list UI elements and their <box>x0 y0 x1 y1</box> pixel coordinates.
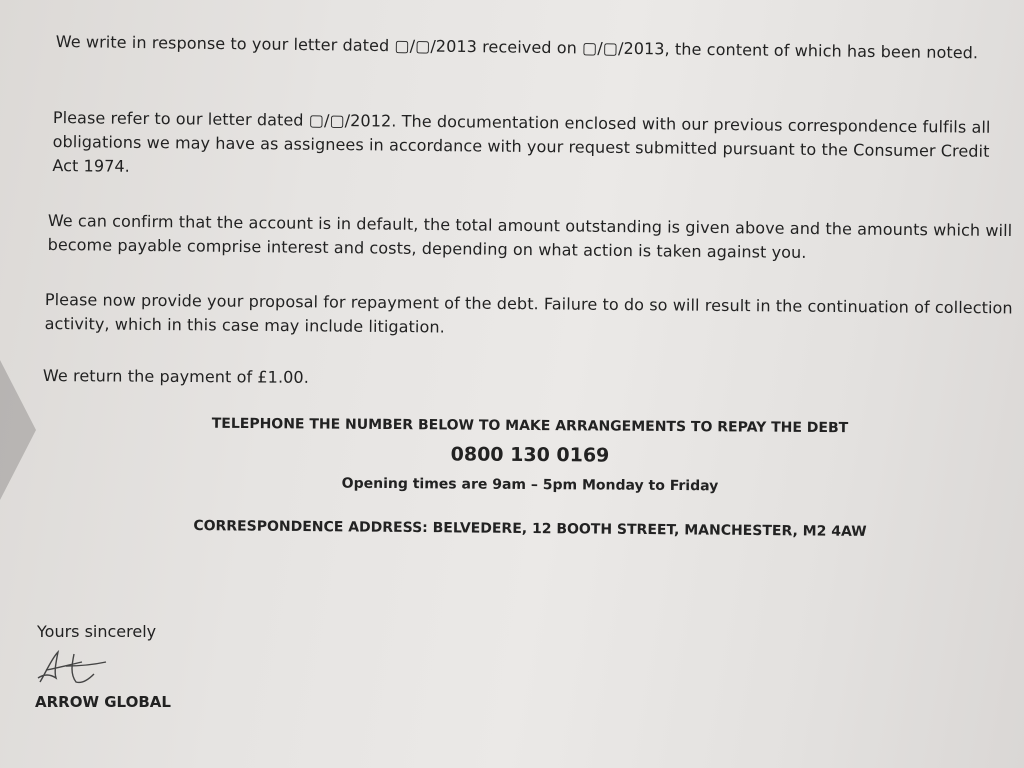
closing-salutation: Yours sincerely <box>37 622 157 641</box>
opening-times: Opening times are 9am – 5pm Monday to Friday <box>341 475 719 495</box>
correspondence-address: CORRESPONDENCE ADDRESS: BELVEDERE, 12 BOOTH STREET, MANCHESTER, M2 4AW <box>193 518 867 540</box>
paragraph-response: We write in response to your letter dated ▢/▢/2013 received on ▢/▢/2013, the content of which has been noted. <box>55 31 979 63</box>
page-fold-shadow <box>0 360 36 500</box>
paragraph-documentation: Please refer to our letter dated ▢/▢/2012. The documentation enclosed with our previous correspondence fulfils all obligations we may have as assignees in accordance with your request submitted pursuant to the Consumer Credit Act 1974. <box>52 107 991 176</box>
paragraph-default: We can confirm that the account is in default, the total amount outstanding is given above and the amounts which will become payable comprise interest and costs, depending on what action is taken against you. <box>47 210 1013 262</box>
phone-number: 0800 130 0169 <box>450 443 610 467</box>
signature-icon <box>32 648 116 688</box>
company-name: ARROW GLOBAL <box>35 693 171 711</box>
paragraph-payment-return: We return the payment of £1.00. <box>42 365 310 387</box>
telephone-heading: TELEPHONE THE NUMBER BELOW TO MAKE ARRANGEMENTS TO REPAY THE DEBT <box>211 415 849 437</box>
paragraph-proposal: Please now provide your proposal for repayment of the debt. Failure to do so will result in the continuation of collection activity, which in this case may include litigation. <box>44 289 1013 337</box>
